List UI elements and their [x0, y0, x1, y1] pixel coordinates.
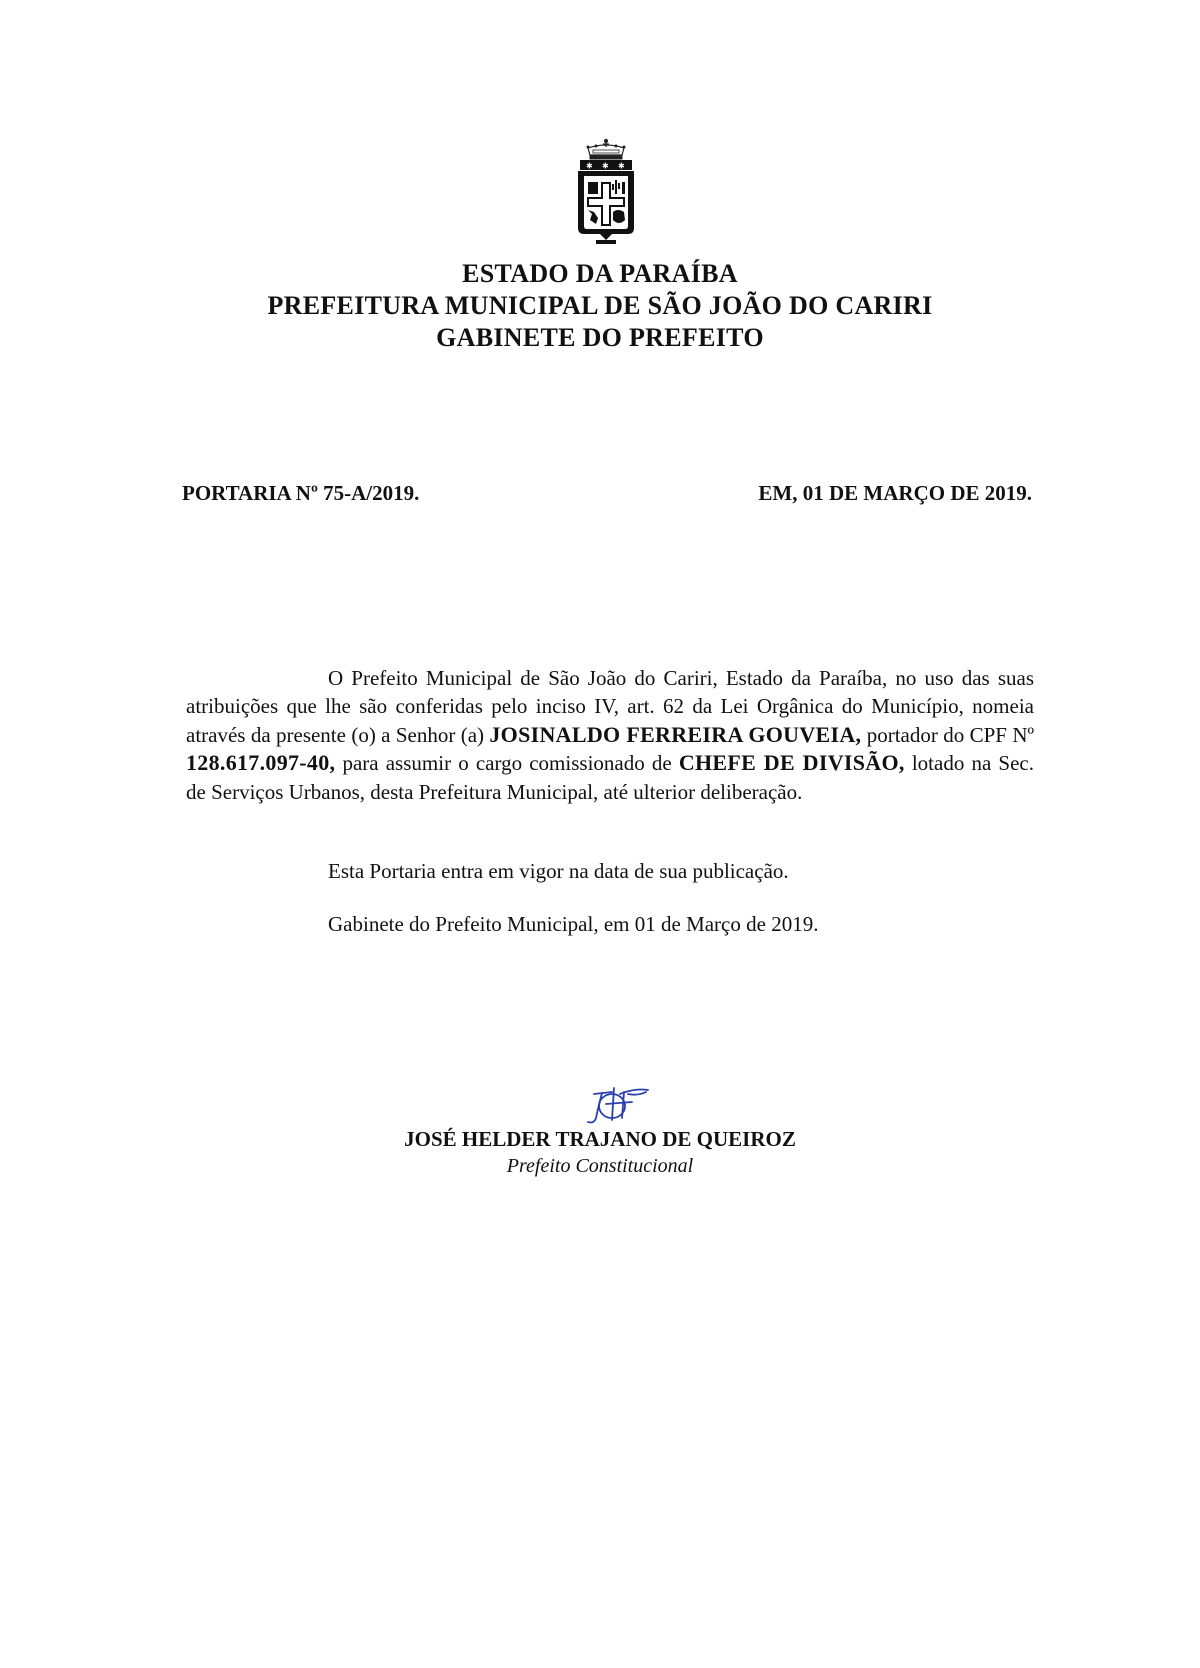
- body-text-part1: O Prefeito Municipal de São João do Cariri, Estado da Paraíba, no uso das suas atribuições que lhe são conferidas pelo inciso IV, art. 62 da Lei Orgânica do Município, nomeia através da presente (o) a Senhor (a): [186, 666, 1034, 747]
- body-text-part2: portador do CPF Nº: [861, 722, 1034, 747]
- svg-text:✱: ✱: [586, 161, 593, 171]
- handwritten-signature: [584, 1082, 654, 1126]
- signatory-name: JOSÉ HELDER TRAJANO DE QUEIROZ: [404, 1127, 796, 1151]
- header-gabinete: GABINETE DO PREFEITO: [436, 323, 764, 352]
- svg-text:✱: ✱: [602, 161, 609, 171]
- document-header: [0, 258, 1200, 354]
- body-paragraph-1: [186, 664, 1034, 806]
- signatory-role: Prefeito Constitucional: [506, 1155, 694, 1177]
- appointee-cargo: CHEFE DE DIVISÃO,: [678, 750, 905, 776]
- body-text-part3: para assumir o cargo comissionado de: [335, 751, 679, 776]
- header-prefeitura: PREFEITURA MUNICIPAL DE SÃO JOÃO DO CARIRI: [267, 291, 933, 320]
- body-paragraph-2: Esta Portaria entra em vigor na data de sua publicação.: [328, 859, 789, 883]
- header-state: ESTADO DA PARAÍBA: [462, 259, 738, 288]
- portaria-date: EM, 01 DE MARÇO DE 2019.: [758, 481, 1032, 505]
- portaria-number: PORTARIA Nº 75-A/2019.: [182, 481, 420, 505]
- appointee-cpf: 128.617.097-40,: [186, 750, 336, 776]
- svg-text:✱: ✱: [618, 161, 625, 171]
- body-paragraph-3: Gabinete do Prefeito Municipal, em 01 de Março de 2019.: [328, 912, 819, 936]
- body-text-part4: lotado na Sec. de Serviços Urbanos, desta Prefeitura Municipal, até ulterior deliberação.: [186, 751, 1034, 804]
- coat-of-arms-icon: [568, 138, 644, 258]
- appointee-name: JOSINALDO FERREIRA GOUVEIA,: [489, 721, 862, 747]
